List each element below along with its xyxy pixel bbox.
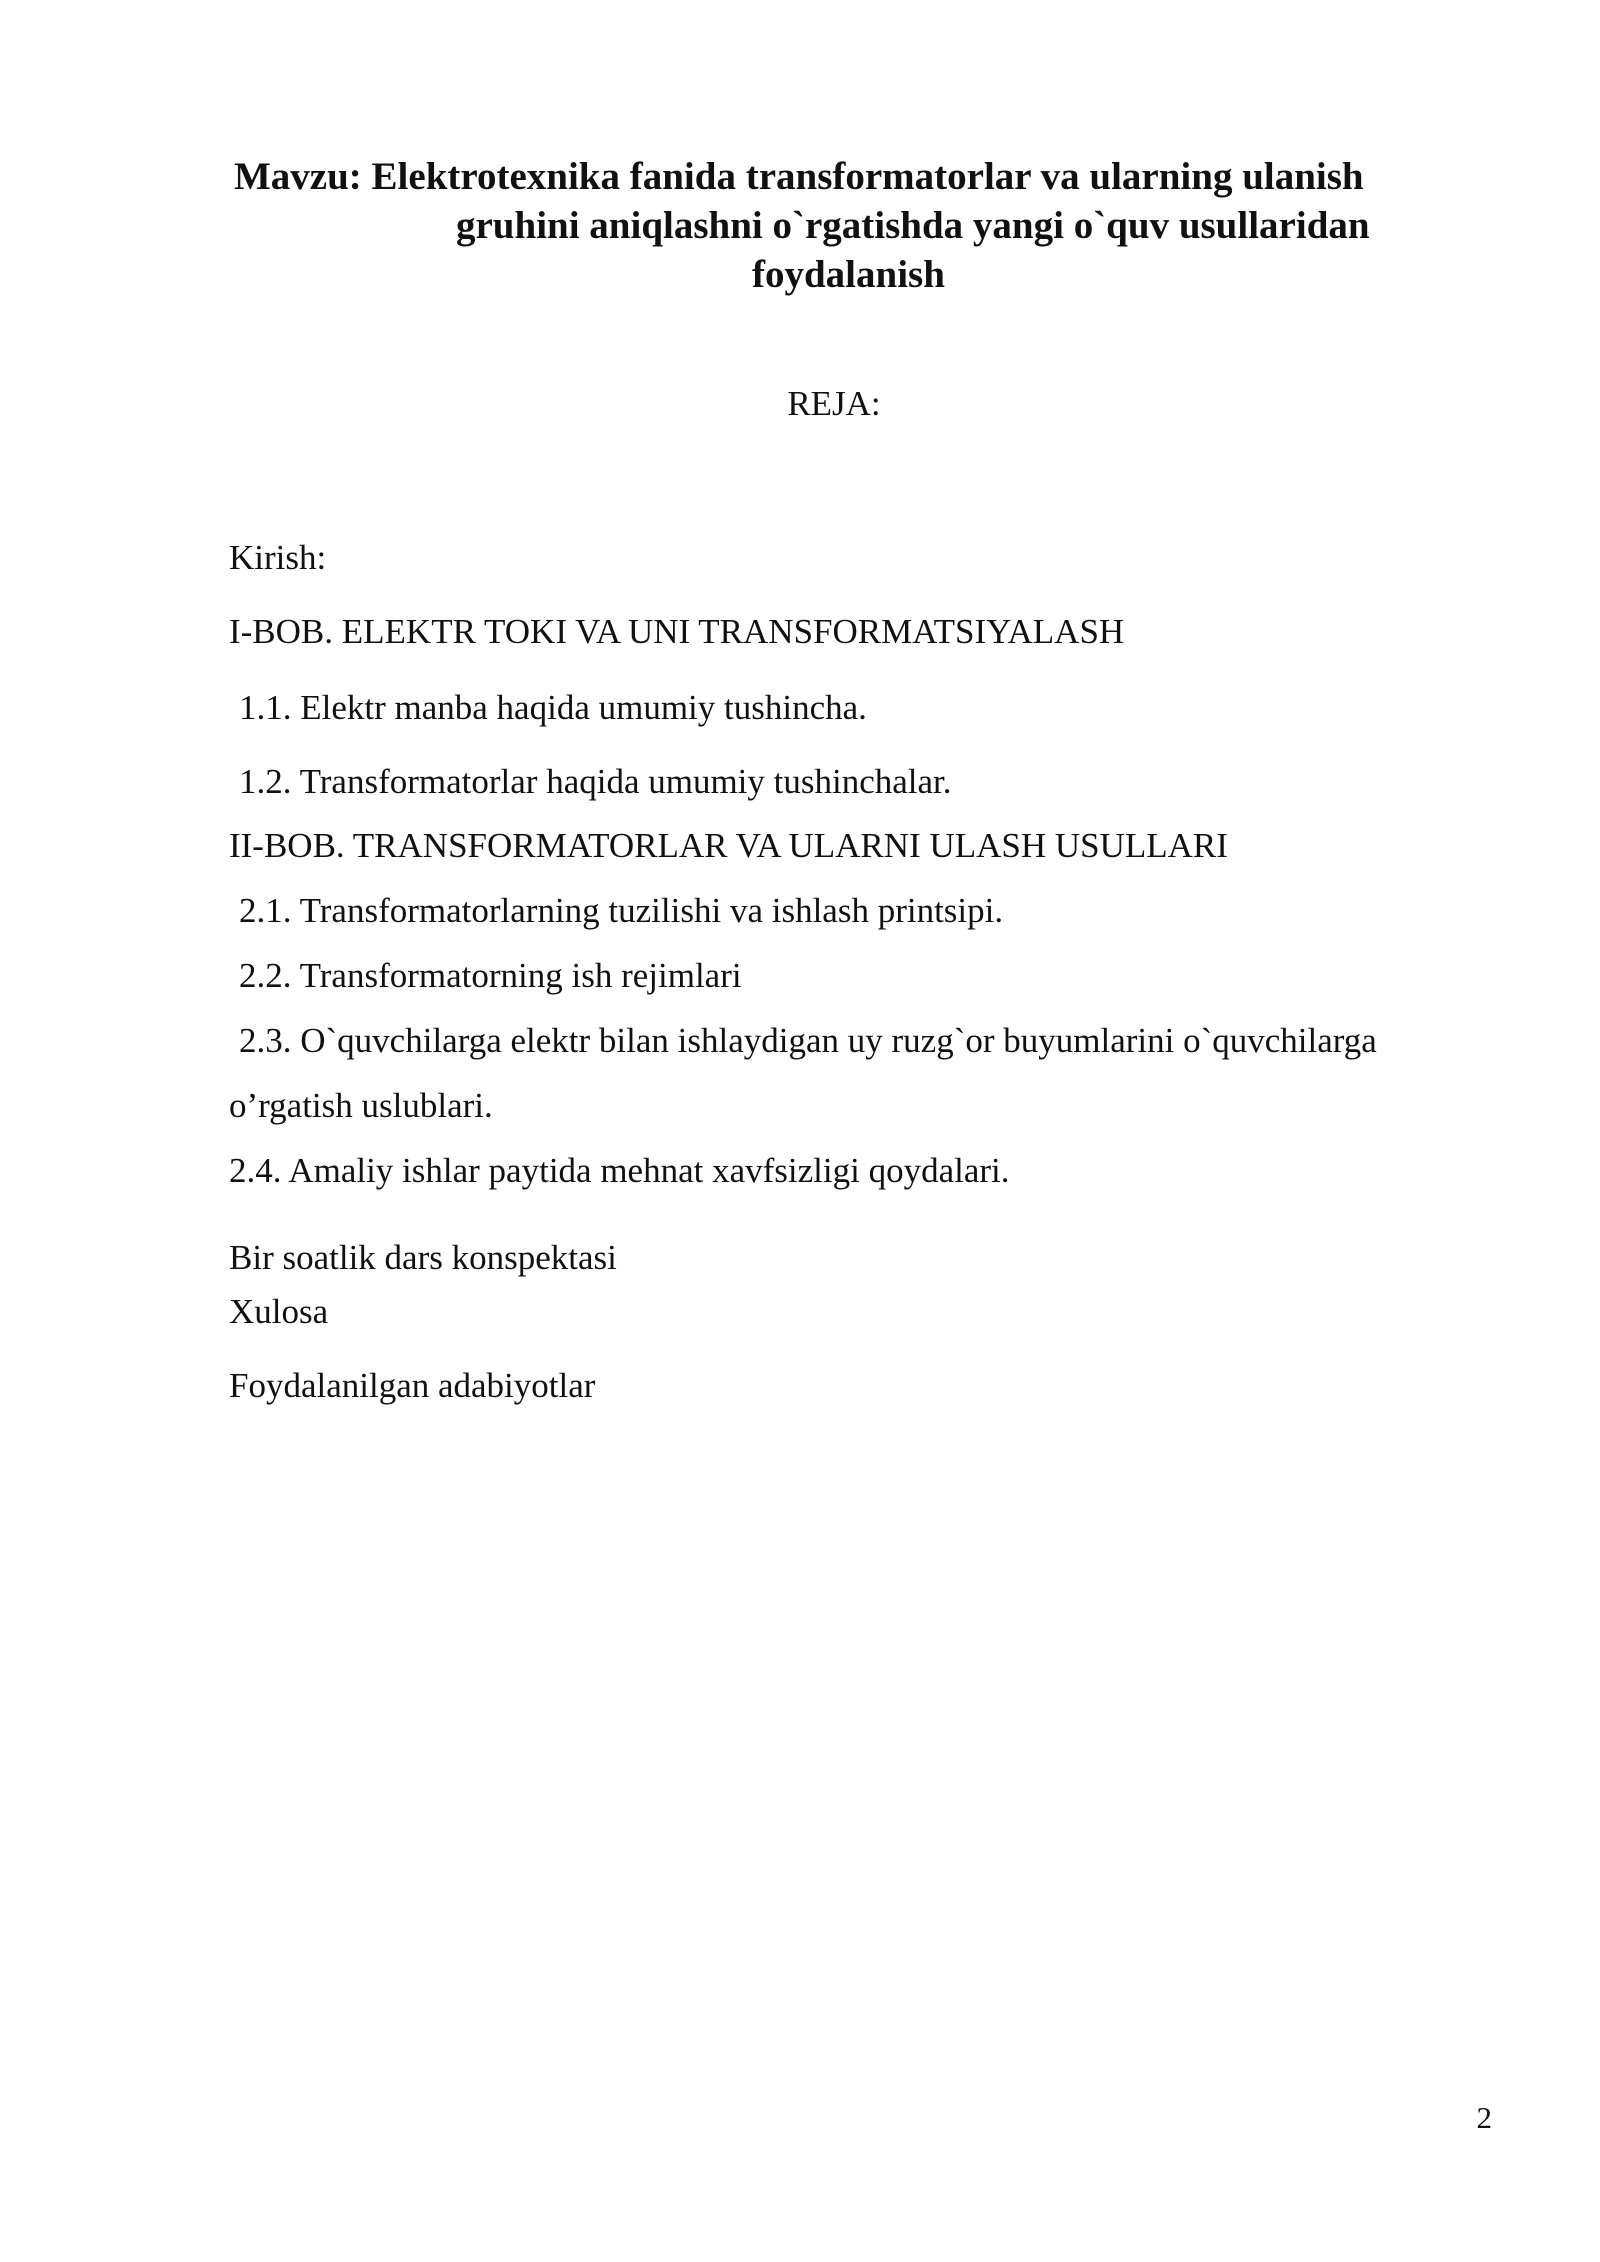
- toc-chapter-1: I-BOB. ELEKTR TOKI VA UNI TRANSFORMATSIYALASH: [229, 612, 1125, 651]
- toc-item-1-2: 1.2. Transformatorlar haqida umumiy tushinchalar.: [239, 762, 952, 801]
- toc-item-2-3: 2.3. O`quvchilarga elektr bilan ishlaydigan uy ruzg`or buyumlarini o`quvchilarga: [239, 1021, 1377, 1060]
- toc-conclusion: Xulosa: [229, 1292, 329, 1331]
- title-line-2: gruhini aniqlashni o`rgatishda yangi o`quv usullaridan: [456, 204, 1370, 247]
- toc-item-2-3-continued: o’rgatish uslublari.: [229, 1086, 493, 1125]
- toc-item-2-4: 2.4. Amaliy ishlar paytida mehnat xavfsizligi qoydalari.: [229, 1151, 1010, 1190]
- toc-lesson-plan: Bir soatlik dars konspektasi: [229, 1238, 617, 1277]
- toc-item-1-1: 1.1. Elektr manba haqida umumiy tushincha.: [239, 688, 867, 727]
- title-line-3: foydalanish: [752, 253, 945, 296]
- document-title: [200, 152, 1500, 299]
- toc-item-2-1: 2.1. Transformatorlarning tuzilishi va ishlash printsipi.: [239, 891, 1004, 930]
- toc-chapter-2: II-BOB. TRANSFORMATORLAR VA ULARNI ULASH USULLARI: [229, 826, 1228, 865]
- toc-item-2-2: 2.2. Transformatorning ish rejimlari: [239, 956, 742, 995]
- toc-references: Foydalanilgan adabiyotlar: [229, 1366, 596, 1405]
- plan-heading: REJA:: [787, 384, 881, 423]
- toc-intro: Kirish:: [229, 538, 327, 577]
- title-line-1: Mavzu: Elektrotexnika fanida transformatorlar va ularning ulanish: [234, 155, 1364, 198]
- page-number: 2: [1476, 2100, 1492, 2135]
